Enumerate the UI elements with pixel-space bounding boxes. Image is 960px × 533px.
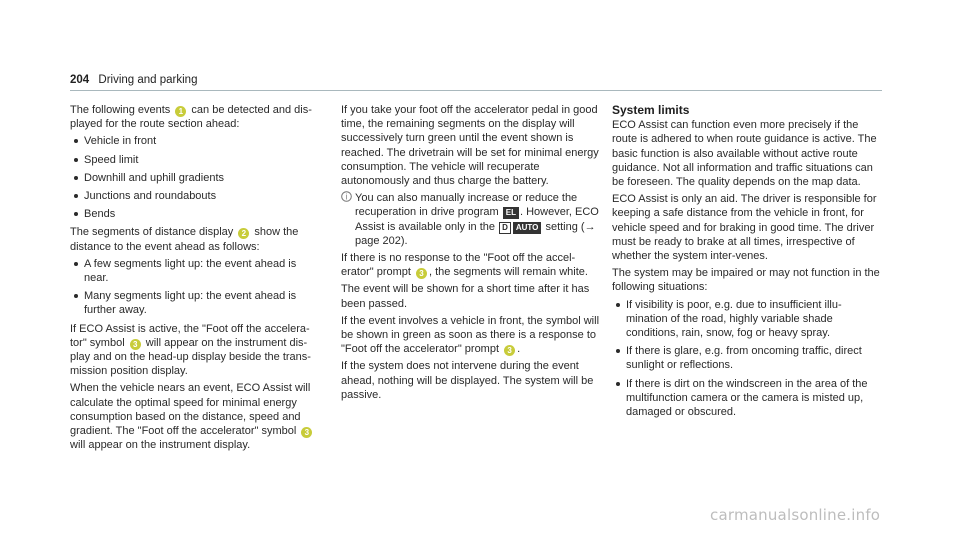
svg-text:i: i [345, 192, 348, 202]
watermark-text: carmanualsonline.info [710, 506, 881, 524]
section-heading: System limits [612, 103, 690, 117]
paragraph: If you take your foot off the accelerator pedal in good time, the remaining segments on the display will successively turn green until the event shown is reached. The drivetrain will be set for minimal energy consumption. The vehicle will recuperate autonomously and thus charge the battery. [341, 104, 599, 188]
drive-program-el-key: EL [503, 207, 519, 219]
callout-badge: 3 [504, 345, 515, 356]
callout-badge: 3 [416, 268, 427, 279]
paragraph: If ECO Assist is active, the "Foot off the accelera-tor" symbol 3 will appear on the instrument dis-play and on the head-up display beside the trans-mission position display. [70, 322, 311, 378]
callout-badge: 1 [175, 106, 186, 117]
paragraph: ECO Assist can function even more precisely if the route is adhered to when route guidance is active. The basic function is also available without active route guidance. Not all information and traffic situations can be foreseen. The quality depends on the map data. [612, 119, 877, 189]
paragraph: The following events 1 can be detected and dis-played for the route section ahead: [70, 104, 312, 131]
header-rule [70, 90, 882, 91]
paragraph: ECO Assist is only an aid. The driver is responsible for keeping a safe distance from the vehicle in front, for vehicle speed and for braking in good time. The driver must be ready to brake at all times, irrespective of whether the system inter-venes. [612, 193, 877, 263]
info-note: i You can also manually increase or reduce the recuperation in drive program EL . However, ECO Assist is available only in the D AUTO setting (→ page 202). [341, 191, 603, 248]
page-header [70, 74, 197, 86]
list-item: A few segments light up: the event ahead is near. [70, 257, 322, 285]
events-list [70, 134, 322, 221]
list-item: Vehicle in front [70, 134, 322, 148]
drive-d-key: D [499, 222, 511, 234]
paragraph: When the vehicle nears an event, ECO Assist will calculate the optimal speed for minimal energy consumption based on the distance, speed and gradient. The "Foot off the accelerator" symbol 3 will appear on the instrument display. [70, 381, 322, 452]
paragraph: If there is no response to the "Foot off the accel-erator" prompt 3 , the segments will remain white. [341, 252, 588, 279]
segments-list [70, 257, 322, 318]
paragraph: The event will be shown for a short time after it has been passed. [341, 283, 590, 310]
list-item: If visibility is poor, e.g. due to insufficient illu-mination of the road, highly variable shade conditions, rain, snow, fog or heavy spray. [612, 298, 880, 341]
list-item: Bends [70, 207, 322, 221]
section-title: Driving and parking [98, 74, 198, 86]
paragraph: If the system does not intervene during the event ahead, nothing will be displayed. The system will be passive. [341, 360, 594, 401]
limits-list [612, 298, 880, 420]
paragraph: The system may be impaired or may not function in the following situations: [612, 267, 880, 294]
auto-key: AUTO [513, 222, 542, 234]
paragraph: If the event involves a vehicle in front, the symbol will be shown in green as soon as there is a response to "Foot off the accelerator" prompt 3 . [341, 314, 600, 356]
info-note-icon [341, 191, 352, 205]
list-item: Junctions and roundabouts [70, 189, 322, 203]
list-item: Downhill and uphill gradients [70, 171, 322, 185]
column-1 [70, 103, 322, 455]
callout-badge: 2 [238, 228, 249, 239]
column-2 [341, 103, 603, 405]
callout-badge: 3 [130, 339, 141, 350]
list-item: If there is dirt on the windscreen in the area of the multifunction camera or the camera is misted up, damaged or obscured. [612, 377, 880, 420]
column-3 [612, 103, 880, 423]
list-item: Speed limit [70, 153, 322, 167]
list-item: Many segments light up: the event ahead is further away. [70, 289, 322, 317]
callout-badge: 3 [301, 427, 312, 438]
list-item: If there is glare, e.g. from oncoming traffic, direct sunlight or reflections. [612, 344, 880, 372]
paragraph: The segments of distance display 2 show the distance to the event ahead as follows: [70, 226, 299, 253]
page-number: 204 [70, 74, 90, 86]
